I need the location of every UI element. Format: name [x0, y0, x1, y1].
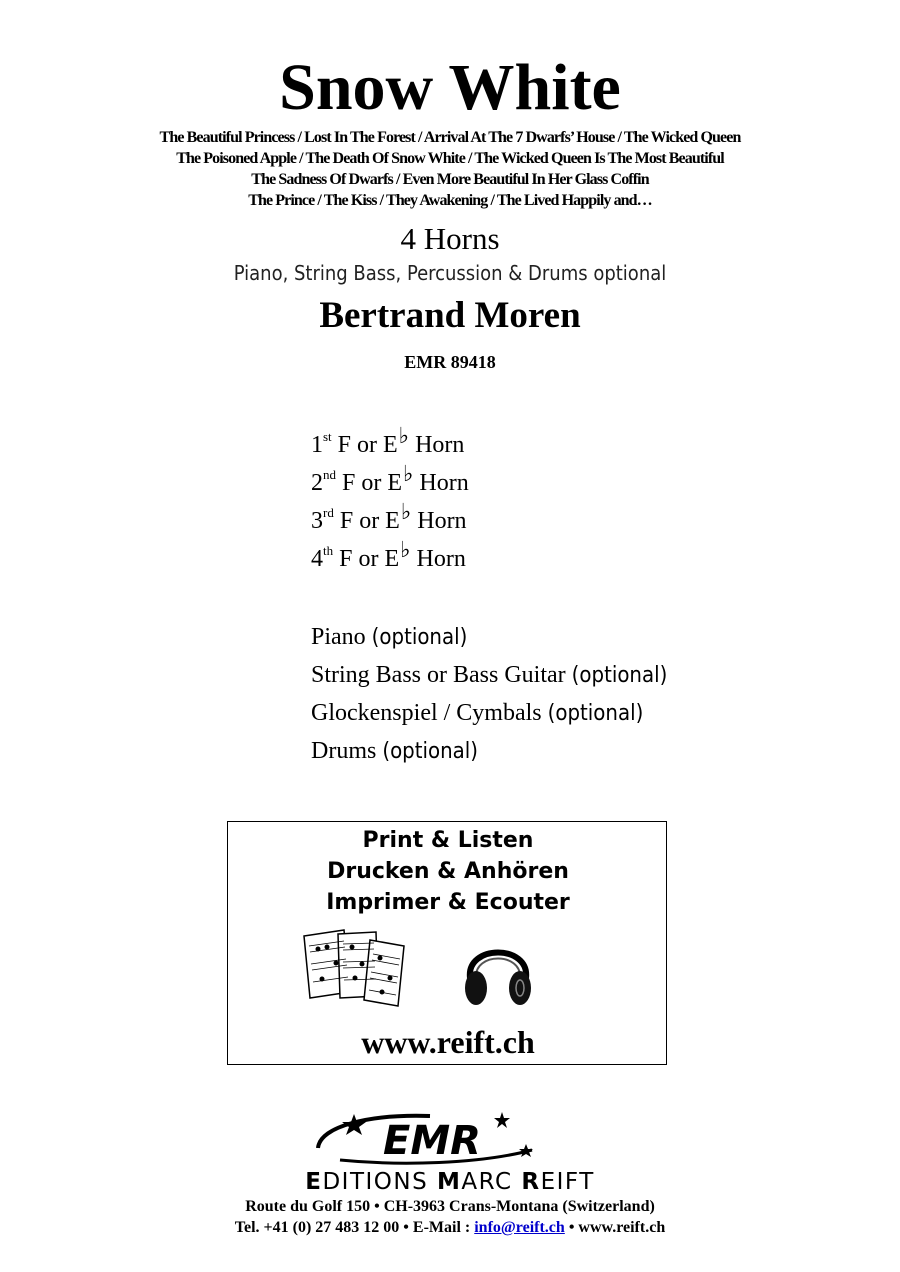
optional-part-name: String Bass or Bass Guitar [311, 662, 566, 688]
part-instrument: Horn [415, 432, 465, 458]
part-line [311, 424, 465, 461]
catalog-number: EMR 89418 [404, 352, 496, 372]
publisher-name: EDITIONS MARC REIFT [305, 1169, 595, 1195]
movement-list-line: The Beautiful Princess / Lost In The Forest / Arrival At The 7 Dwarfs’ House / The Wicked Queen [159, 129, 741, 146]
part-ordinal: st [323, 429, 332, 444]
part-number: 2 [311, 470, 323, 496]
telephone: Tel. +41 (0) 27 483 12 00 • E-Mail : [234, 1219, 475, 1236]
flat-sign: ♭ [398, 424, 410, 449]
part-key: F or E [339, 508, 400, 534]
promo-line-fr: Imprimer & Ecouter [326, 890, 570, 915]
part-key: F or E [342, 470, 402, 496]
part-line [311, 538, 466, 575]
flat-sign: ♭ [400, 538, 411, 563]
website-text: • www.reift.ch [564, 1219, 666, 1236]
part-key: F or E [337, 432, 398, 458]
part-line [311, 500, 467, 537]
instrumentation: 4 Horns [400, 221, 500, 256]
part-instrument: Horn [417, 508, 467, 534]
optional-part-line [311, 736, 478, 767]
sheet-music-icon [300, 928, 410, 1008]
part-instrument: Horn [419, 470, 469, 496]
publisher-contact [0, 1218, 900, 1238]
accompaniment-note: Piano, String Bass, Percussion & Drums optional [233, 261, 667, 285]
optional-part-line [311, 698, 643, 729]
composer-name: Bertrand Moren [319, 295, 581, 336]
optional-part-line [311, 660, 667, 691]
part-line [311, 462, 469, 499]
promo-website: www.reift.ch [361, 1024, 535, 1060]
part-ordinal: rd [323, 505, 334, 520]
promo-line-en: Print & Listen [362, 828, 534, 853]
optional-part-line [311, 622, 467, 653]
part-ordinal: th [323, 543, 334, 558]
flat-sign: ♭ [403, 462, 414, 487]
email-link[interactable]: info@reift.ch [474, 1219, 565, 1236]
headphones-icon [462, 930, 534, 1010]
print-listen-box [227, 821, 667, 1065]
movement-list-line: The Poisoned Apple / The Death Of Snow White / The Wicked Queen Is The Most Beautiful [176, 150, 724, 167]
publisher-address: Route du Golf 150 • CH-3963 Crans-Montana (Switzerland) [245, 1198, 655, 1215]
emr-logo [310, 1108, 545, 1170]
flat-sign: ♭ [400, 500, 412, 525]
part-number: 3 [311, 508, 323, 534]
movement-list-line: The Sadness Of Dwarfs / Even More Beautiful In Her Glass Coffin [251, 171, 649, 188]
score-title: Snow White [279, 51, 621, 124]
optional-part-name: Drums [311, 738, 377, 764]
svg-text:EMR: EMR [383, 1118, 481, 1164]
movement-list-line: The Prince / The Kiss / They Awakening / The Lived Happily and… [248, 192, 652, 209]
part-number: 4 [311, 546, 323, 572]
promo-line-de: Drucken & Anhören [327, 859, 569, 884]
part-instrument: Horn [416, 546, 466, 572]
optional-part-name: Glockenspiel / Cymbals [311, 700, 542, 726]
part-key: F or E [339, 546, 400, 572]
optional-note: (optional) [547, 701, 644, 726]
part-number: 1 [311, 432, 323, 458]
optional-note: (optional) [382, 739, 479, 764]
optional-part-name: Piano [311, 624, 366, 650]
optional-note: (optional) [571, 663, 668, 688]
optional-note: (optional) [371, 625, 468, 650]
part-ordinal: nd [323, 467, 336, 482]
